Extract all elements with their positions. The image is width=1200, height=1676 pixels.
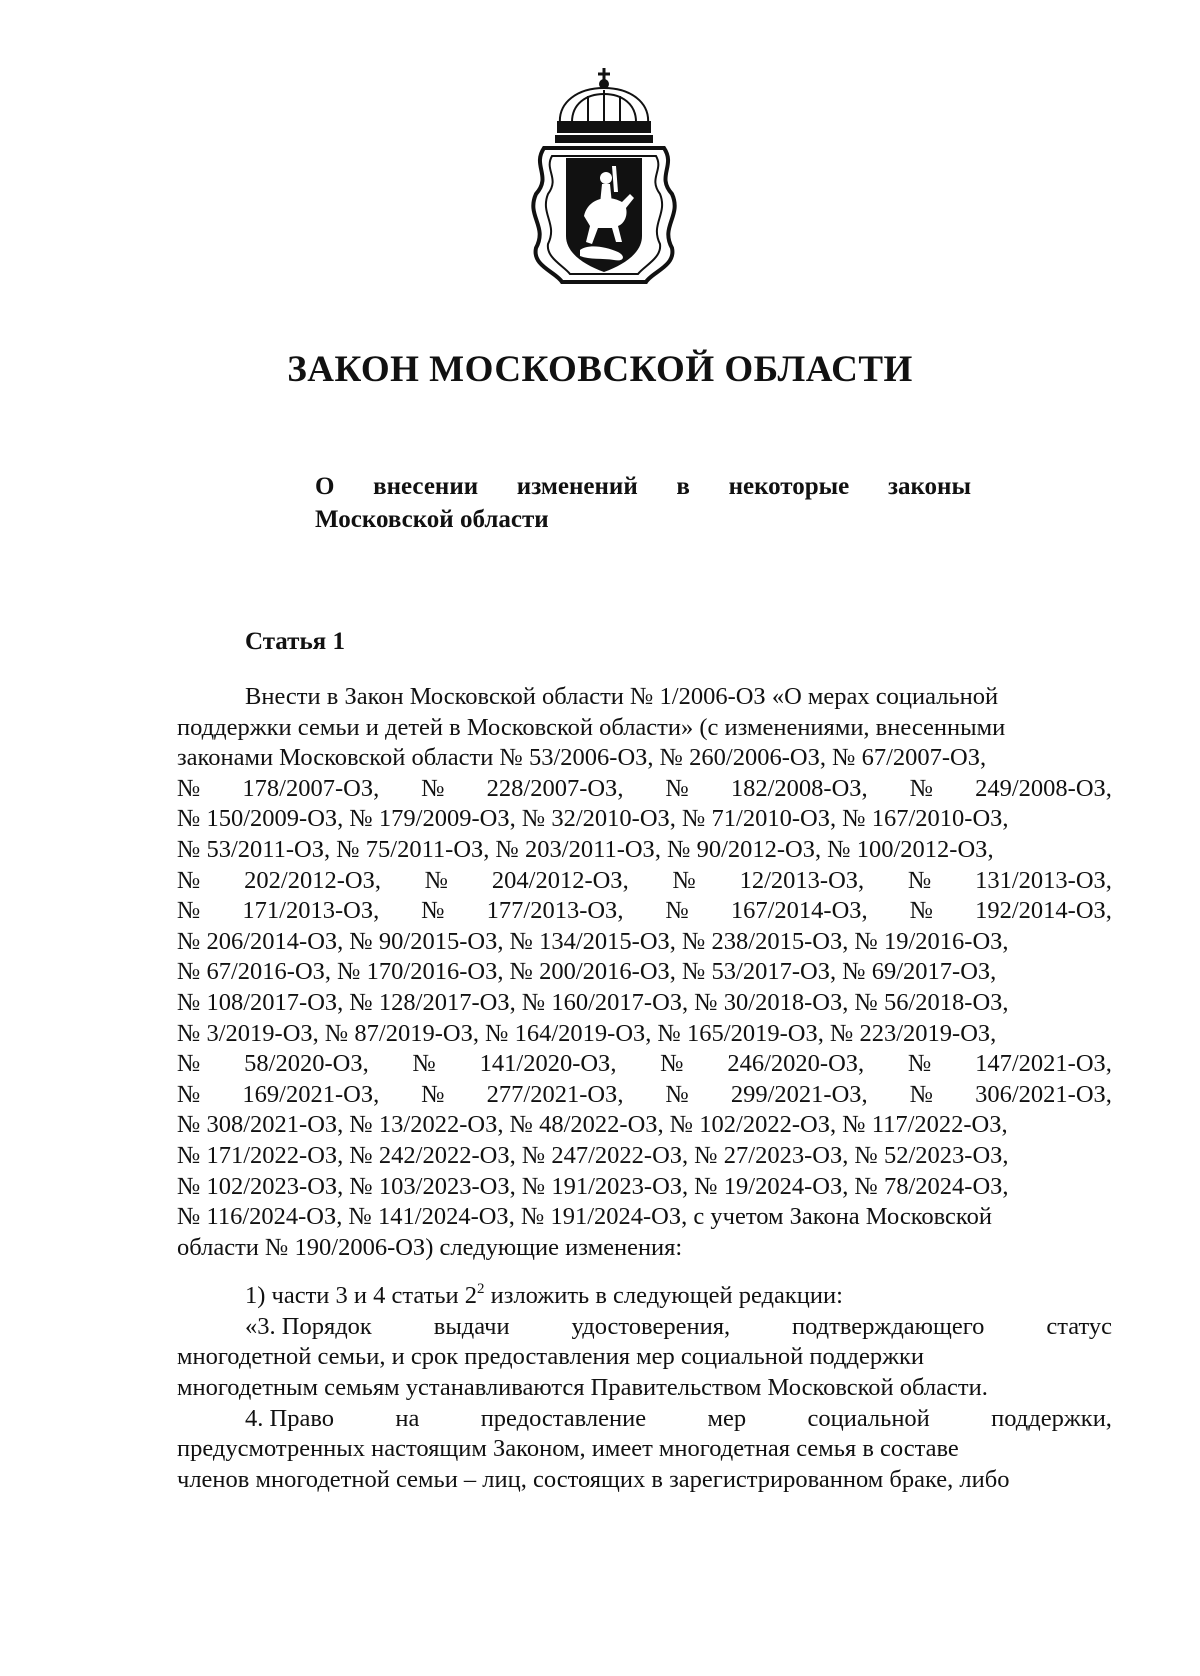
text-word: № <box>907 1050 932 1078</box>
subtitle-word: изменений <box>516 473 638 500</box>
text-word: № <box>177 866 201 894</box>
text-word: 169/2021-ОЗ, <box>242 1080 380 1108</box>
text-line: № 171/2022-ОЗ, № 242/2022-ОЗ, № 247/2022-ОЗ, № 27/2023-ОЗ, № 52/2023-ОЗ, <box>177 1141 1009 1169</box>
item-1 <box>177 1281 1112 1312</box>
part-4 <box>177 1404 1112 1496</box>
text-word: 246/2020-ОЗ, <box>727 1050 865 1078</box>
text-word: 171/2013-ОЗ, <box>242 897 380 925</box>
text-word: № <box>177 774 201 802</box>
text-word: № <box>907 866 932 894</box>
text-word: предоставление <box>480 1404 647 1432</box>
subtitle-word: законы <box>887 473 971 500</box>
text-line: многодетным семьям устанавливаются Правительством Московской области. <box>177 1374 988 1402</box>
text-word: 12/2013-ОЗ, <box>739 866 865 894</box>
text-word: 177/2013-ОЗ, <box>486 897 624 925</box>
text-word: № <box>665 897 689 925</box>
text-word: «3. Порядок <box>245 1312 372 1340</box>
text-line <box>177 896 1112 927</box>
text-word: мер <box>707 1404 747 1432</box>
text-word: 299/2021-ОЗ, <box>730 1080 868 1108</box>
text-word: подтверждающего <box>792 1312 985 1340</box>
text-word: № <box>421 774 445 802</box>
subtitle-word: в <box>676 473 690 500</box>
subtitle-word: внесении <box>373 473 479 500</box>
text-line <box>177 1080 1112 1111</box>
text-word: № <box>412 1050 436 1078</box>
text-word: № <box>177 1050 201 1078</box>
text-word: № <box>665 774 689 802</box>
text-word: № <box>672 866 696 894</box>
text-word: удостоверения, <box>571 1312 731 1340</box>
paragraph-gap <box>177 1263 1112 1281</box>
text-word: 178/2007-ОЗ, <box>242 774 380 802</box>
text-word: № <box>909 897 934 925</box>
text-word: 58/2020-ОЗ, <box>244 1050 369 1078</box>
item-1-text-after: изложить в следующей редакции: <box>484 1282 843 1310</box>
subtitle-word: некоторые <box>728 473 850 500</box>
text-word: 277/2021-ОЗ, <box>486 1080 624 1108</box>
paragraph-1 <box>177 682 1112 1263</box>
text-word: 4. Право <box>245 1404 334 1432</box>
text-line: области № 190/2006-ОЗ) следующие изменения: <box>177 1233 683 1261</box>
text-word: 202/2012-ОЗ, <box>244 866 381 894</box>
text-line <box>177 866 1112 897</box>
text-line: многодетной семьи, и срок предоставления мер социальной поддержки <box>177 1343 925 1371</box>
text-line: Внести в Закон Московской области № 1/2006-ОЗ «О мерах социальной <box>245 683 999 710</box>
text-word: поддержки, <box>991 1404 1112 1432</box>
document-title: ЗАКОН МОСКОВСКОЙ ОБЛАСТИ <box>287 349 913 390</box>
article-body <box>177 682 1112 1495</box>
text-word: 204/2012-ОЗ, <box>491 866 629 894</box>
text-line: № 150/2009-ОЗ, № 179/2009-ОЗ, № 32/2010-ОЗ, № 71/2010-ОЗ, № 167/2010-ОЗ, <box>177 805 1009 833</box>
text-word: 131/2013-ОЗ, <box>975 866 1112 894</box>
text-word: № <box>909 1080 934 1108</box>
text-line <box>177 1404 1112 1435</box>
text-line: № 206/2014-ОЗ, № 90/2015-ОЗ, № 134/2015-ОЗ, № 238/2015-ОЗ, № 19/2016-ОЗ, <box>177 927 1009 955</box>
text-line <box>177 1049 1112 1080</box>
item-1-text: 1) части 3 и 4 статьи 2 <box>245 1282 478 1310</box>
text-word: 167/2014-ОЗ, <box>730 897 868 925</box>
text-word: № <box>660 1050 684 1078</box>
text-line: № 102/2023-ОЗ, № 103/2023-ОЗ, № 191/2023-ОЗ, № 19/2024-ОЗ, № 78/2024-ОЗ, <box>177 1172 1009 1200</box>
part-3 <box>177 1312 1112 1404</box>
text-word: № <box>665 1080 689 1108</box>
text-line: № 108/2017-ОЗ, № 128/2017-ОЗ, № 160/2017-ОЗ, № 30/2018-ОЗ, № 56/2018-ОЗ, <box>177 988 1009 1016</box>
text-word: социальной <box>807 1404 930 1432</box>
text-line: поддержки семьи и детей в Московской области» (с изменениями, внесенными <box>177 713 1006 741</box>
item-1-superscript: 2 <box>477 1281 485 1298</box>
subtitle-line-2: Московской области <box>315 506 549 533</box>
text-word: статус <box>1046 1312 1112 1340</box>
subtitle-word: О <box>315 473 335 500</box>
coat-of-arms-icon <box>522 66 686 294</box>
text-line: членов многодетной семьи – лиц, состоящих в зарегистрированном браке, либо <box>177 1465 1010 1493</box>
text-word: 228/2007-ОЗ, <box>486 774 624 802</box>
article-heading: Статья 1 <box>245 628 345 655</box>
text-word: на <box>395 1404 420 1432</box>
text-word: 306/2021-ОЗ, <box>975 1080 1112 1108</box>
document-subtitle <box>315 470 971 536</box>
text-word: 182/2008-ОЗ, <box>730 774 868 802</box>
text-line: предусмотренных настоящим Законом, имеет многодетная семья в составе <box>177 1435 959 1463</box>
text-line: № 116/2024-ОЗ, № 141/2024-ОЗ, № 191/2024-ОЗ, с учетом Закона Московской <box>177 1203 992 1231</box>
text-word: № <box>421 1080 445 1108</box>
text-word: выдачи <box>433 1312 510 1340</box>
text-word: № <box>424 866 449 894</box>
text-word: 147/2021-ОЗ, <box>975 1050 1112 1078</box>
text-line: № 53/2011-ОЗ, № 75/2011-ОЗ, № 203/2011-ОЗ, № 90/2012-ОЗ, № 100/2012-ОЗ, <box>177 835 994 863</box>
text-word: № <box>177 1080 201 1108</box>
text-line: № 67/2016-ОЗ, № 170/2016-ОЗ, № 200/2016-ОЗ, № 53/2017-ОЗ, № 69/2017-ОЗ, <box>177 958 997 986</box>
text-line: законами Московской области № 53/2006-ОЗ, № 260/2006-ОЗ, № 67/2007-ОЗ, <box>177 744 987 772</box>
text-word: № <box>909 774 934 802</box>
text-word: 192/2014-ОЗ, <box>975 897 1112 925</box>
subtitle-line-1 <box>315 470 971 503</box>
text-word: 141/2020-ОЗ, <box>479 1050 617 1078</box>
text-word: № <box>421 897 445 925</box>
text-word: № <box>177 897 201 925</box>
text-line <box>177 774 1112 805</box>
text-line <box>177 1312 1112 1343</box>
text-line: № 3/2019-ОЗ, № 87/2019-ОЗ, № 164/2019-ОЗ, № 165/2019-ОЗ, № 223/2019-ОЗ, <box>177 1019 997 1047</box>
text-word: 249/2008-ОЗ, <box>975 774 1112 802</box>
text-line: № 308/2021-ОЗ, № 13/2022-ОЗ, № 48/2022-ОЗ, № 102/2022-ОЗ, № 117/2022-ОЗ, <box>177 1111 1008 1139</box>
